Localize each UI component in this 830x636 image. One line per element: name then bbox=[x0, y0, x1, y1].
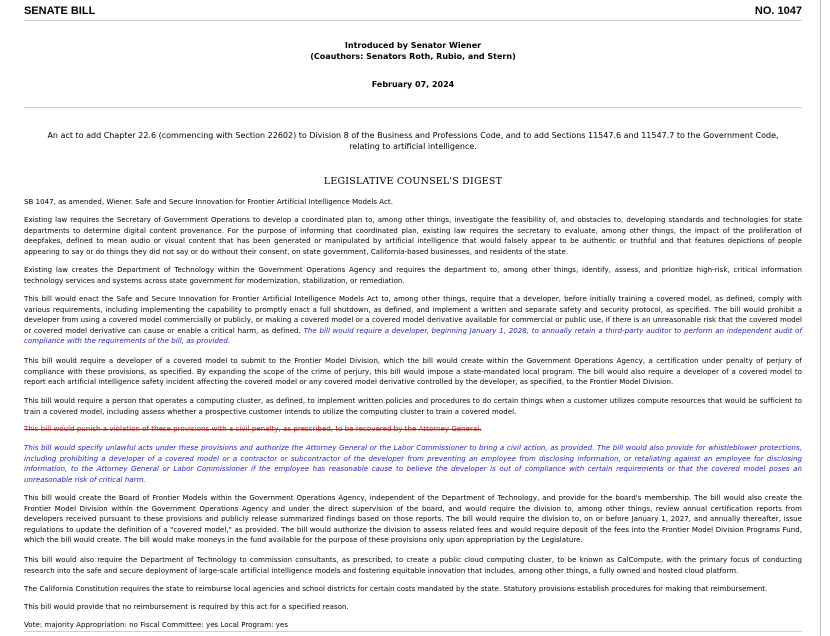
intro-divider bbox=[24, 107, 802, 108]
digest-text: This bill would enact the Safe and Secure Innovation for Frontier Artificial Intelligence Models Act to, among other things, require that a developer, before initially training a covered model, as defined, comply with various requirements, including implementing the capability to promptly enact a full shutdown, as defined, and implement a written and separate safety and security protocol, as specified. The bill would prohibit a developer from using a covered model commercially or publicly, or making a covered model or a covered model derivative available for commercial or public use, if there is an unreasonable risk that the covered model or covered model derivative can cause or enable a critical harm, as defined. bbox=[24, 295, 802, 335]
digest-paragraph: This bill would also require the Department of Technology to commission consultants, as prescribed, to create a public cloud computing cluster, to be known as CalCompute, with the primary focus of conducting research into the safe and secure deployment of large-scale artificial intelligence models and fostering equitable innovation that includes, among other things, a fully owned and hosted cloud platform. bbox=[24, 556, 802, 575]
footer-divider bbox=[24, 631, 802, 632]
digest-paragraph: This bill would create the Board of Frontier Models within the Government Operations Agency, independent of the Department of Technology, and provide for the board's membership. The bill would also create the Frontier Model Division within the Government Operations Agency and under the direct supervision of the board, and would require the division to, among other things, review annual certification reports from developers received pursuant to these provisions and publicly release summarized findings based on those reports. The bill would require the division to, on or before January 1, 2027, and annually thereafter, issue regulations to update the definition of a "covered model," as provided. The bill would authorize the division to assess related fees and would require deposit of the fees into the Frontier Model Division Programs Fund, which the bill would create. The bill would make moneys in the fund available for the purpose of these provisions only upon appropriation by the Legislature. bbox=[24, 494, 802, 545]
bill-date: February 07, 2024 bbox=[371, 80, 455, 89]
digest-paragraph: This bill would provide that no reimbursement is required by this act for a specified reason. bbox=[24, 603, 349, 611]
header-divider bbox=[24, 20, 802, 21]
digest-paragraph: The California Constitution requires the state to reimburse local agencies and school districts for certain costs mandated by the state. Statutory provisions establish procedures for making that reimbursement. bbox=[24, 585, 768, 593]
act-title: An act to add Chapter 22.6 (commencing with Section 22602) to Division 8 of the Business and Professions Code, and to add Sections 11547.6 and 11547.7 to the Government Code, relating to artificial intelligence. bbox=[47, 131, 779, 151]
coauthors: (Coauthors: Senators Roth, Rubio, and Stern) bbox=[310, 52, 516, 61]
digest-paragraph: This bill would require a person that operates a computing cluster, as defined, to implement written policies and procedures to do certain things when a customer utilizes compute resources that would be sufficient to train a covered model, including assess whether a prospective customer intends to utilize the computing cluster to train a covered model. bbox=[24, 397, 802, 416]
deleted-text: This bill would punish a violation of these provisions with a civil penalty, as prescribed, to be recovered by the Attorney General. bbox=[24, 425, 482, 433]
inserted-text: The bill would require a developer, beginning January 1, 2028, to annually retain a third-party auditor to perform an independent audit of compliance with the requirements of the bill, as provided. bbox=[24, 326, 802, 346]
digest-paragraph: Existing law requires the Secretary of Government Operations to develop a coordinated plan to, among other things, investigate the feasibility of, and obstacles to, developing standards and technologies for state departments to determine digital content provenance. For the purpose of informing that coordinated plan, existing law requires the secretary to evaluate, among other things, the impact of the proliferation of deepfakes, defined to mean audio or visual content that has been generated or manipulated by artificial intelligence that would falsely appear to be authentic or truthful and that features depictions of people appearing to say or do things they did not say or do without their consent, on state government, California-based businesses, and residents of the state. bbox=[24, 216, 802, 256]
digest-paragraph: This bill would require a developer of a covered model to submit to the Frontier Model Division, which the bill would create within the Government Operations Agency, a certification under penalty of perjury of compliance with these provisions, as specified. By expanding the scope of the crime of perjury, this bill would impose a state-mandated local program. The bill would also require a developer of a covered model to report each artificial intelligence safety incident affecting the covered model or any covered model derivative controlled by the developer, as specified, to the Frontier Model Division. bbox=[24, 357, 802, 387]
page-border bbox=[820, 0, 821, 636]
introduced-by: Introduced by Senator Wiener bbox=[344, 41, 482, 50]
vote-line: Vote: majority Appropriation: no Fiscal Committee: yes Local Program: yes bbox=[24, 621, 289, 629]
digest-paragraph bbox=[24, 294, 802, 347]
digest-paragraph: SB 1047, as amended, Wiener. Safe and Secure Innovation for Frontier Artificial Intelligence Models Act. bbox=[24, 198, 393, 206]
bill-header bbox=[24, 5, 802, 19]
bill-type: SENATE BILL bbox=[24, 5, 96, 17]
digest-paragraph bbox=[24, 424, 802, 435]
inserted-paragraph: This bill would specify unlawful acts under these provisions and authorize the Attorney General or the Labor Commissioner to bring a civil action, as provided. The bill would also provide for whistleblower protections, including prohibiting a developer of a covered model or a contractor or subcontractor of the developer from preventing an employee from disclosing information, or retaliating against an employee for disclosing information, to the Attorney General or Labor Commissioner if the employee has reasonable cause to believe the developer is out of compliance with certain requirements or that the covered model poses an unreasonable risk of critical harm. bbox=[24, 444, 802, 484]
bill-number: NO. 1047 bbox=[754, 5, 802, 17]
digest-paragraph: Existing law creates the Department of Technology within the Government Operations Agency and requires the department to, among other things, identify, assess, and prioritize high-risk, critical information technology services and systems across state government for modernization, stabilization, or remediation. bbox=[24, 266, 802, 285]
digest-title: LEGISLATIVE COUNSEL'S DIGEST bbox=[323, 176, 503, 187]
